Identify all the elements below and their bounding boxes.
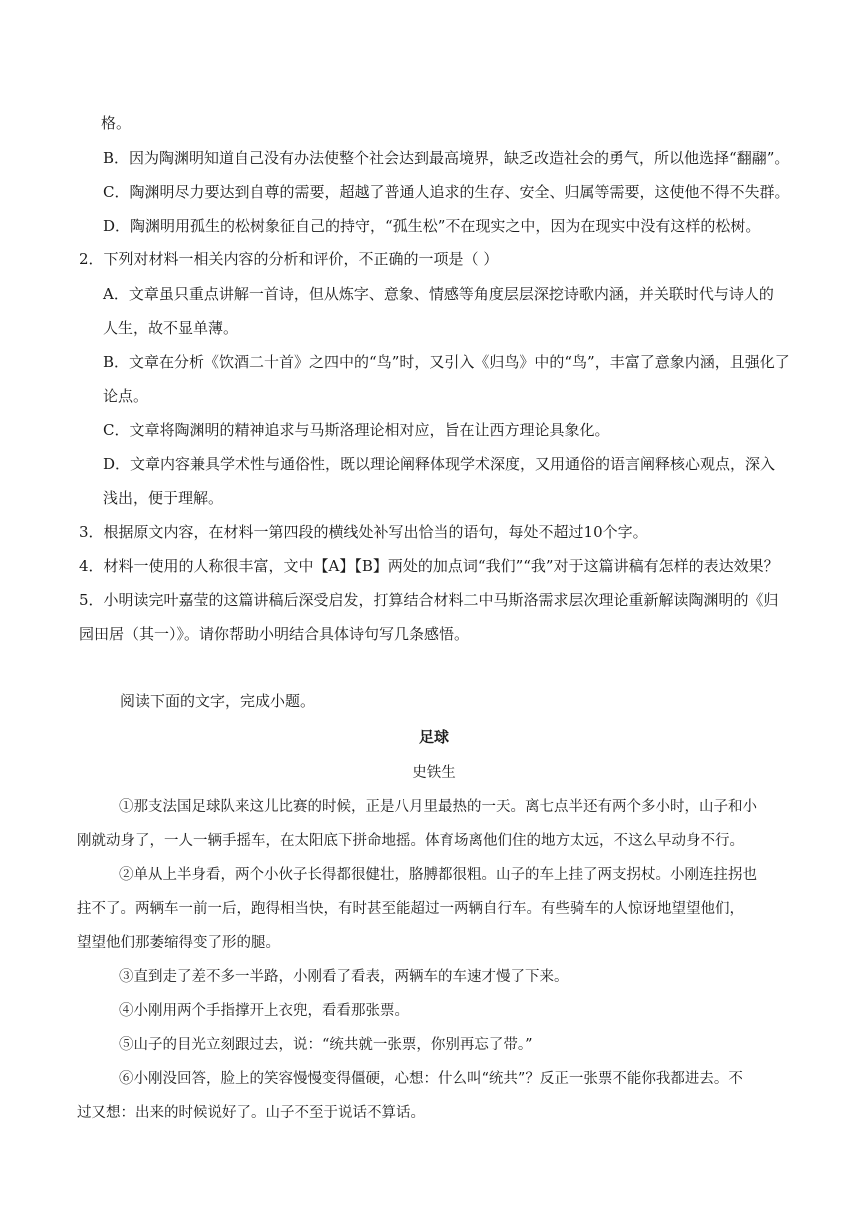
q1-option-b: B．因为陶渊明知道自己没有办法使整个社会达到最高境界，缺乏改造社会的勇气，所以他选择“翻翮”。 [103,149,790,167]
story-title: 足球 [418,728,449,746]
paragraph-1-line2: 刚就动身了，一人一辆手摇车，在太阳底下拼命地摇。体育场离他们住的地方太远，不这么早动身不行。 [77,833,744,849]
q2-option-b-line1: B．文章在分析《饮酒二十首》之四中的“鸟”时，又引入《归鸟》中的“鸟”，丰富了意象内涵，且强化了 [103,353,790,371]
q1-option-d: D．陶渊明用孤生的松树象征自己的持守，“孤生松”不在现实之中，因为在现实中没有这样的松树。 [103,217,761,235]
q3-text: 3．根据原文内容，在材料一第四段的横线处补写出恰当的语句，每处不超过10个字。 [79,523,648,541]
q1-option-c: C．陶渊明尽力要达到自尊的需要，超越了普通人追求的生存、安全、归属等需要，这使他不得不失群。 [103,183,790,201]
q2-option-a-line1: A．文章虽只重点讲解一首诗，但从炼字、意象、情感等角度层层深挖诗歌内涵，并关联时代与诗人的 [103,285,774,303]
paragraph-2-line3: 望望他们那萎缩得变了形的腿。 [77,935,280,951]
q2-option-c: C．文章将陶渊明的精神追求与马斯洛理论相对应，旨在让西方理论具象化。 [103,421,610,439]
paragraph-2-line2: 拄不了。两辆车一前一后，跑得相当快，有时甚至能超过一两辆自行车。有些骑车的人惊讶地望望他们， [77,901,744,917]
q2-stem: 2．下列对材料一相关内容的分析和评价，不正确的一项是（ ） [79,250,499,268]
paragraph-5: ⑤山子的目光立刻跟过去，说：“统共就一张票，你别再忘了带。” [119,1037,533,1053]
q5-text-line1: 5．小明读完叶嘉莹的这篇讲稿后深受启发，打算结合材料二中马斯洛需求层次理论重新解读陶渊明的《归 [79,591,779,609]
paragraph-6-line2: 过又想：出来的时候说好了。山子不至于说话不算话。 [77,1105,425,1121]
reading-instruction: 阅读下面的文字，完成小题。 [120,692,316,710]
q2-option-d-line2: 浅出，便于理解。 [103,489,224,507]
paragraph-1-line1: ①那支法国足球队来这儿比赛的时候，正是八月里最热的一天。离七点半还有两个多小时，山子和小 [119,799,757,815]
paragraph-4: ④小刚用两个手指撑开上衣兜，看看那张票。 [119,1003,409,1019]
paragraph-6-line1: ⑥小刚没回答，脸上的笑容慢慢变得僵硬，心想：什么叫“统共”？反正一张票不能你我都进去。不 [119,1071,743,1087]
paragraph-3: ③直到走了差不多一半路，小刚看了看表，两辆车的车速才慢了下来。 [119,969,569,985]
paragraph-2-line1: ②单从上半身看，两个小伙子长得都很健壮，胳膊都很粗。山子的车上挂了两支拐杖。小刚连拄拐也 [119,867,757,883]
q2-option-a-line2: 人生，故不显单薄。 [103,319,239,337]
story-author: 史铁生 [412,765,456,781]
q2-option-d-line1: D．文章内容兼具学术性与通俗性，既以理论阐释体现学术深度，又用通俗的语言阐释核心观点，深入 [103,455,776,473]
continued-fragment: 格。 [101,114,132,132]
q5-text-line2: 园田居（其一）》。请你帮助小明结合具体诗句写几条感悟。 [79,625,470,643]
q2-option-b-line2: 论点。 [103,387,149,405]
q4-text: 4．材料一使用的人称很丰富，文中【A】【B】两处的加点词“我们”“我”对于这篇讲稿有怎样的表达效果？ [79,557,779,575]
